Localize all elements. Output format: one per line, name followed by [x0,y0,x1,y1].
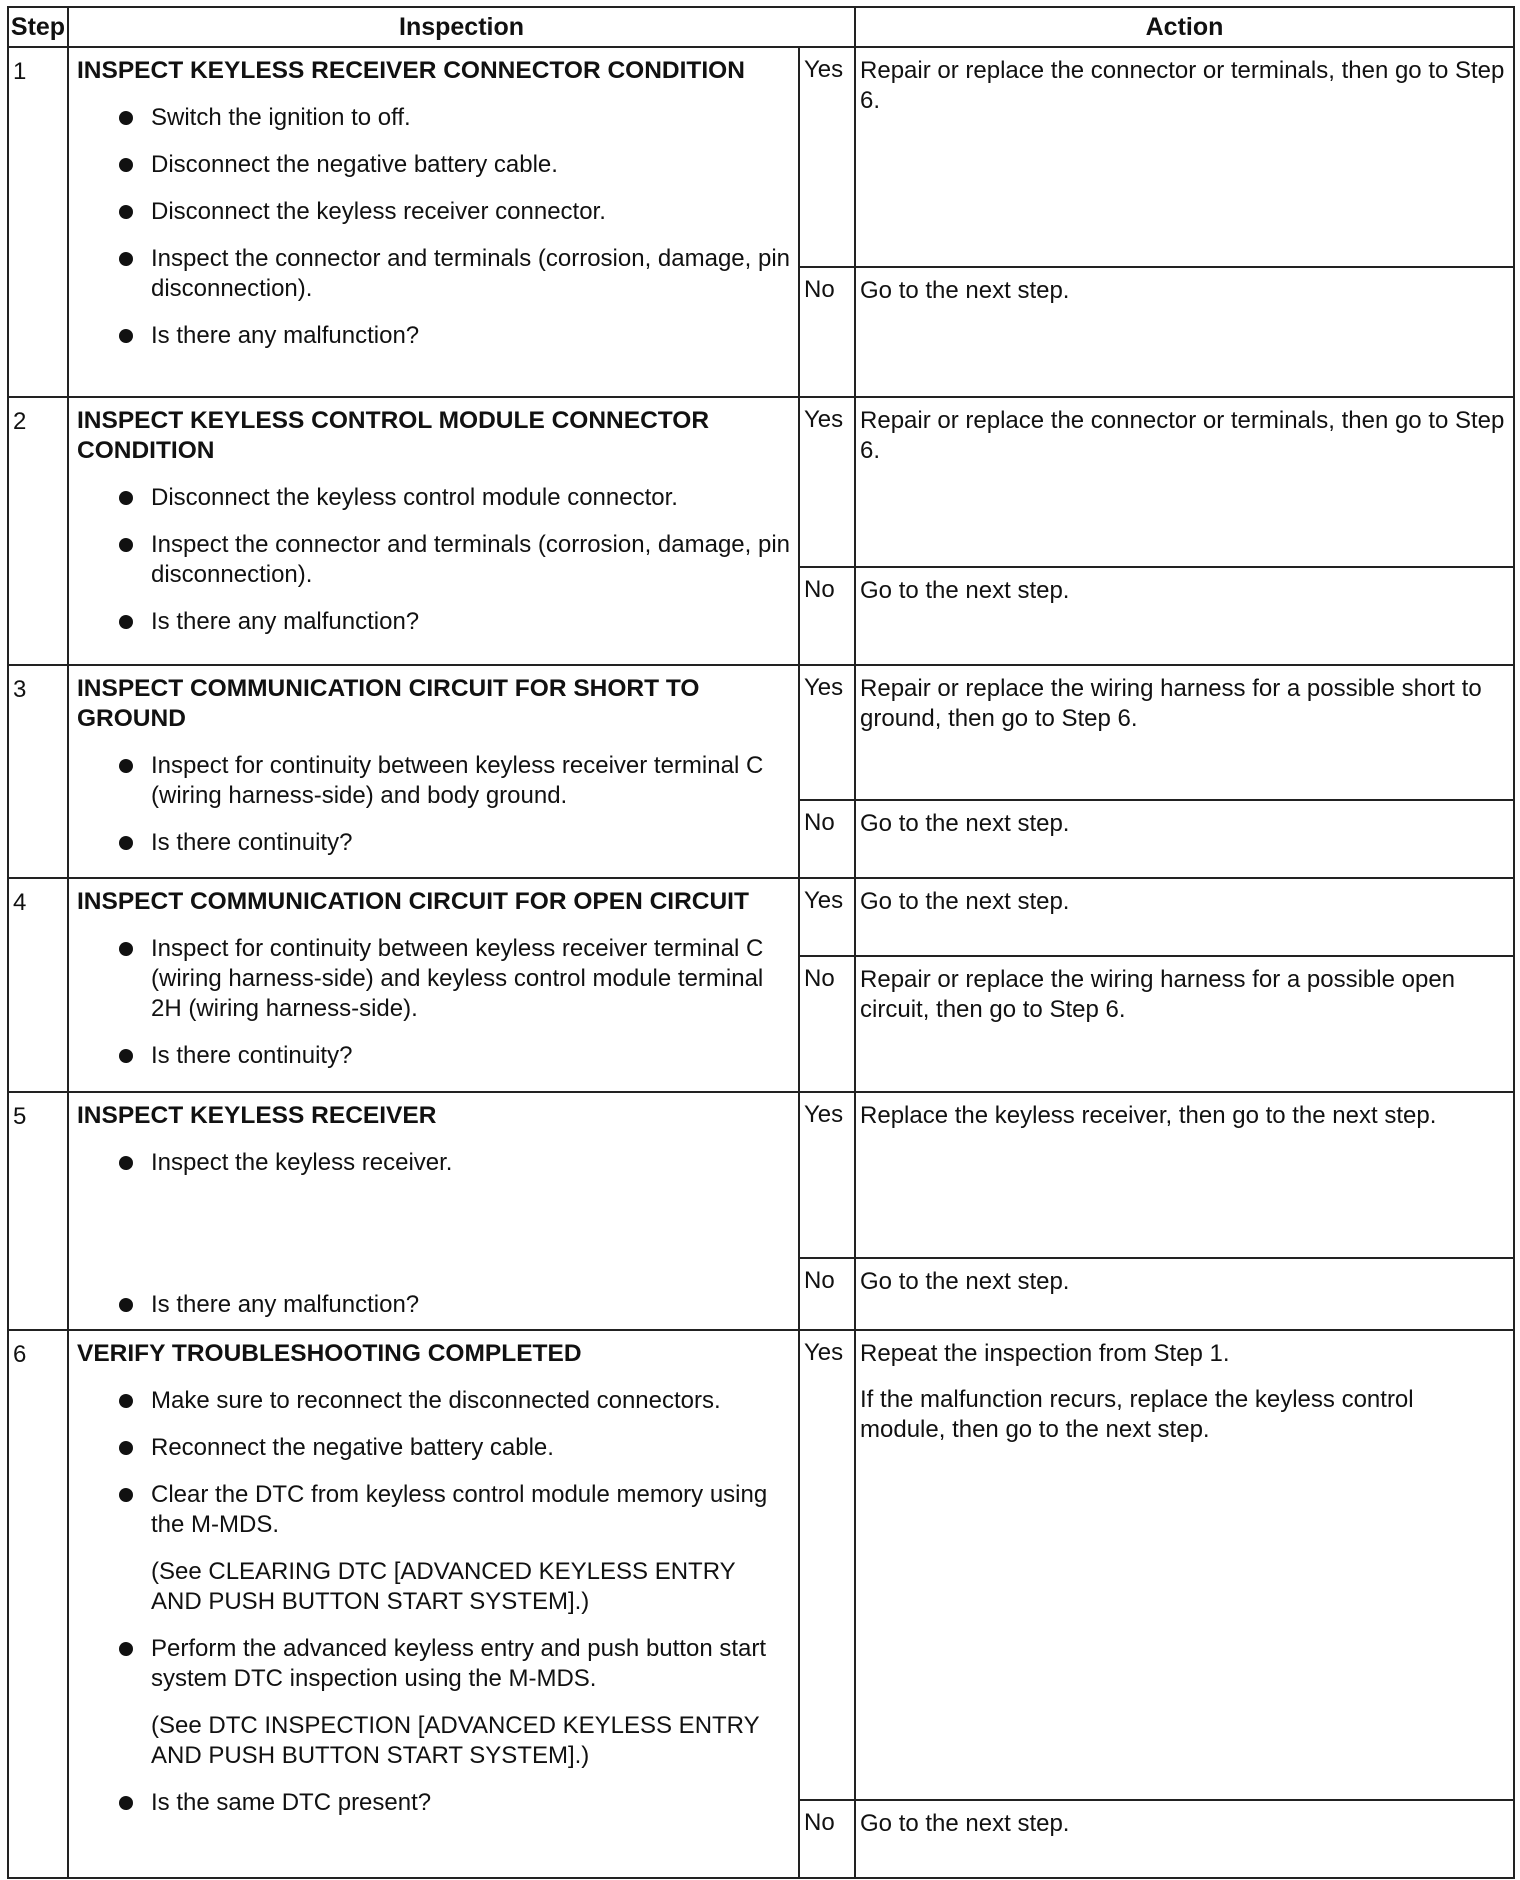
step-number: 4 [8,878,68,1092]
bullet-item: Disconnect the keyless control module connector. [77,483,790,513]
yes-label: Yes [799,1092,855,1258]
inspection-cell [68,878,799,1092]
bullet-item: Clear the DTC from keyless control module memory using the M-MDS. [77,1480,790,1540]
action-text: Repair or replace the wiring harness for a possible open circuit, then go to Step 6. [860,966,1456,1023]
step-title: INSPECT KEYLESS CONTROL MODULE CONNECTOR CONDITION [77,407,710,464]
bullet-item: Inspect for continuity between keyless receiver terminal C (wiring harness-side) and body ground. [77,751,790,811]
bullet-item: Is there any malfunction? [77,607,790,637]
action-text: Repeat the inspection from Step 1. [860,1340,1230,1367]
step-number: 3 [8,665,68,878]
bullet-item: Disconnect the negative battery cable. [77,150,790,180]
step-title: INSPECT COMMUNICATION CIRCUIT FOR OPEN CIRCUIT [77,888,749,915]
step-row [8,47,1514,267]
no-label: No [799,567,855,665]
bullet-item: Inspect the keyless receiver. [77,1148,790,1178]
yes-label: Yes [799,47,855,267]
bullet-item: Is there continuity? [77,828,790,858]
action-text: Go to the next step. [860,577,1070,604]
step-row [8,665,1514,800]
bullet-item: Disconnect the keyless receiver connector. [77,197,790,227]
no-action [855,800,1514,878]
bullet-item: Switch the ignition to off. [77,103,790,133]
bullet-item: Inspect the connector and terminals (corrosion, damage, pin disconnection). [77,244,790,304]
yes-label: Yes [799,878,855,956]
action-text: If the malfunction recurs, replace the keyless control module, then go to the next step. [860,1386,1414,1443]
yes-action [855,665,1514,800]
inspection-cell [68,397,799,665]
step-number: 2 [8,397,68,665]
no-label: No [799,1258,855,1330]
troubleshooting-table [7,6,1515,1879]
no-action [855,956,1514,1092]
bullet-item: Perform the advanced keyless entry and push button start system DTC inspection using the M-MDS. [77,1634,790,1694]
bullet-item: Make sure to reconnect the disconnected connectors. [77,1386,790,1416]
step-row [8,397,1514,567]
action-text: Repair or replace the connector or terminals, then go to Step 6. [860,407,1505,464]
action-text: Go to the next step. [860,888,1070,915]
bullet-item: Is there any malfunction? [77,1290,790,1320]
step-number: 5 [8,1092,68,1330]
step-row [8,1092,1514,1258]
yes-action [855,47,1514,267]
no-label: No [799,800,855,878]
yes-action [855,1330,1514,1800]
action-text: Go to the next step. [860,277,1070,304]
bullet-item: Is the same DTC present? [77,1788,790,1818]
action-text: Go to the next step. [860,810,1070,837]
step-row [8,1330,1514,1800]
yes-action [855,397,1514,567]
no-action [855,1258,1514,1330]
step-title: INSPECT KEYLESS RECEIVER [77,1102,437,1129]
no-action [855,567,1514,665]
step-number: 1 [8,47,68,397]
inspection-cell [68,1330,799,1878]
step-number: 6 [8,1330,68,1878]
action-text: Repair or replace the connector or terminals, then go to Step 6. [860,57,1505,114]
no-label: No [799,267,855,397]
bullet-item: Reconnect the negative battery cable. [77,1433,790,1463]
yes-action [855,1092,1514,1258]
action-text: Repair or replace the wiring harness for a possible short to ground, then go to Step 6. [860,675,1482,732]
step-title: VERIFY TROUBLESHOOTING COMPLETED [77,1340,582,1367]
header-inspection: Inspection [68,7,855,47]
yes-label: Yes [799,665,855,800]
yes-label: Yes [799,1330,855,1800]
no-label: No [799,1800,855,1878]
bullet-item: Inspect the connector and terminals (corrosion, damage, pin disconnection). [77,530,790,590]
inspection-cell [68,665,799,878]
reference-note: (See DTC INSPECTION [ADVANCED KEYLESS ENTRY AND PUSH BUTTON START SYSTEM].) [151,1712,760,1769]
inspection-cell [68,1092,799,1330]
yes-action [855,878,1514,956]
inspection-cell [68,47,799,397]
header-step: Step [8,7,68,47]
header-action: Action [855,7,1514,47]
action-text: Go to the next step. [860,1810,1070,1837]
no-action [855,1800,1514,1878]
no-action [855,267,1514,397]
header-row [8,7,1514,47]
step-title: INSPECT COMMUNICATION CIRCUIT FOR SHORT TO GROUND [77,675,700,732]
reference-note: (See CLEARING DTC [ADVANCED KEYLESS ENTRY AND PUSH BUTTON START SYSTEM].) [151,1558,736,1615]
step-title: INSPECT KEYLESS RECEIVER CONNECTOR CONDITION [77,57,745,84]
action-text: Go to the next step. [860,1268,1070,1295]
step-row [8,878,1514,956]
bullet-item: Is there continuity? [77,1041,790,1071]
bullet-item: Is there any malfunction? [77,321,790,351]
no-label: No [799,956,855,1092]
action-text: Replace the keyless receiver, then go to the next step. [860,1102,1437,1129]
bullet-item: Inspect for continuity between keyless receiver terminal C (wiring harness-side) and keyless control module terminal 2H (wiring harness-side). [77,934,790,1024]
yes-label: Yes [799,397,855,567]
